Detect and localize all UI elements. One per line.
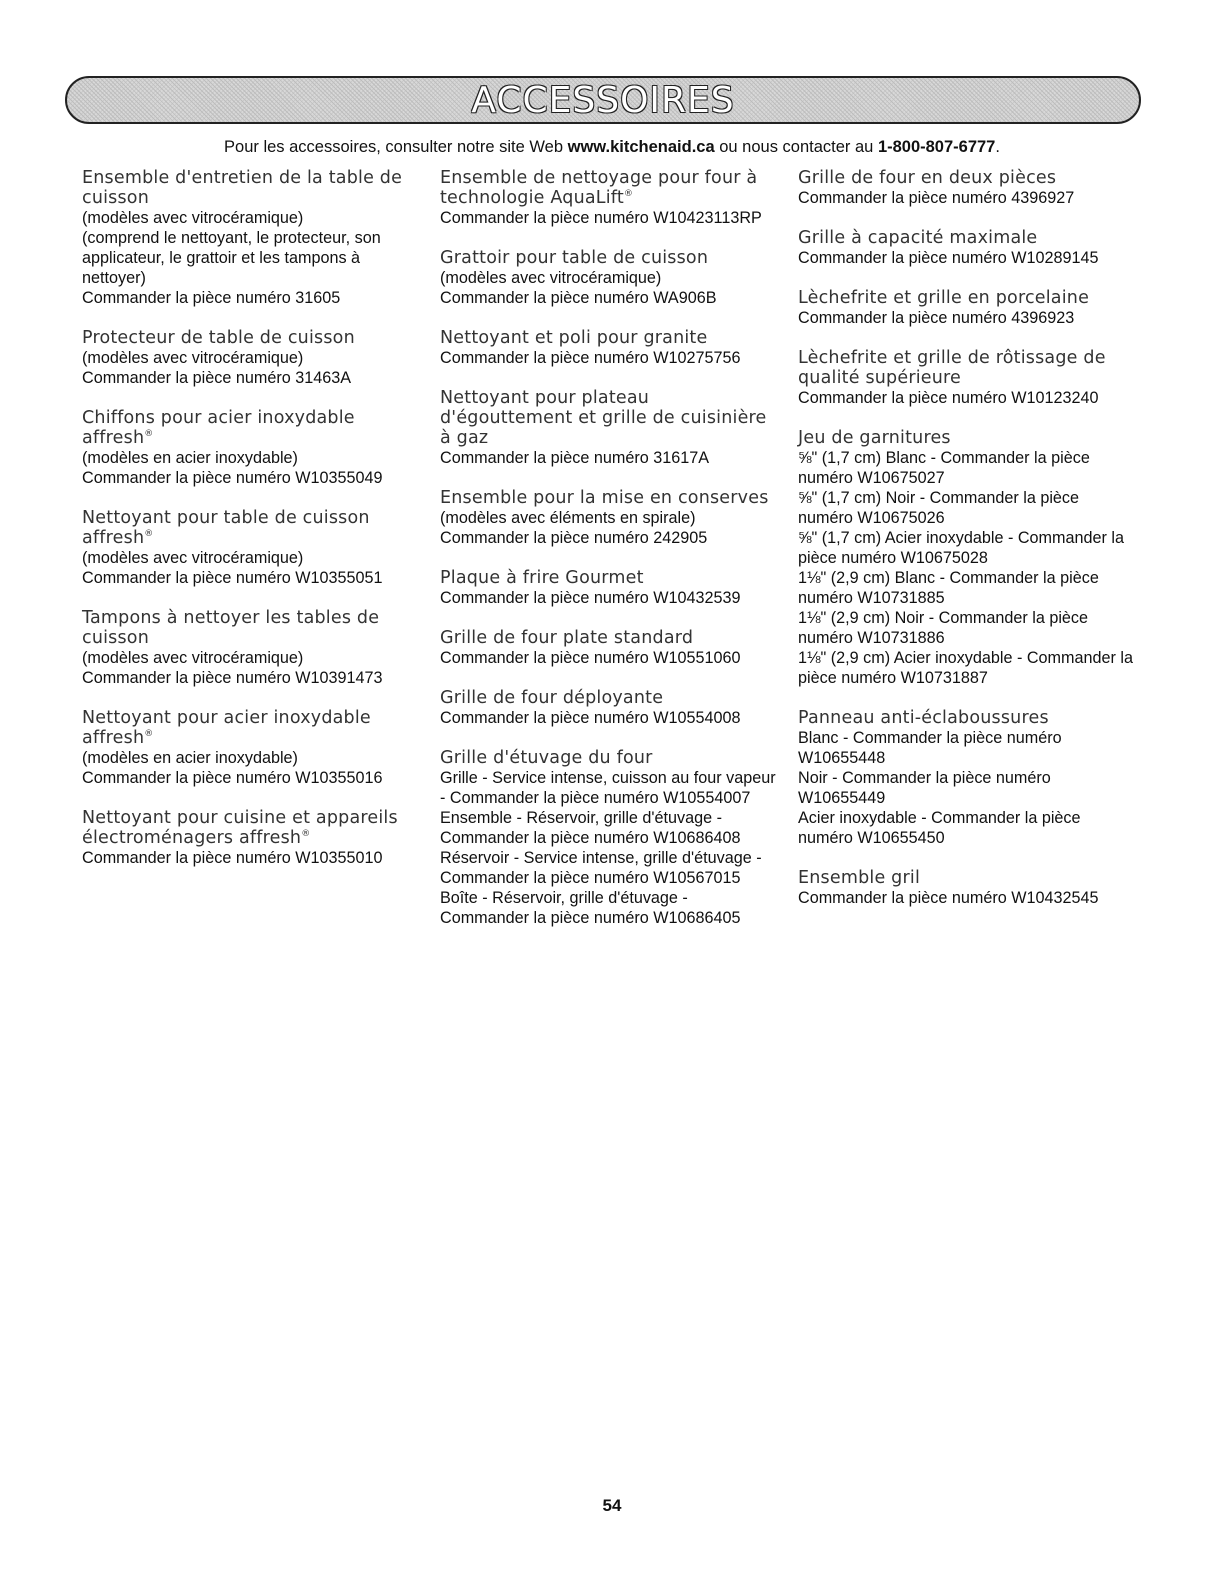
accessory-detail: Commander la pièce numéro 4396927 [798,189,1075,207]
intro-prefix: Pour les accessoires, consulter notre site Web [224,138,568,156]
accessory-detail: (modèles avec éléments en spirale) [440,509,696,527]
accessory-item [440,248,780,308]
accessory-detail: Commander la pièce numéro W10355016 [82,769,383,787]
accessory-detail: (comprend le nettoyant, le protecteur, son applicateur, le grattoir et les tampons à nettoyer) [82,229,381,287]
registered-mark: ® [623,189,634,200]
accessory-item [440,628,780,668]
accessory-detail: Commander la pièce numéro W10432539 [440,589,741,607]
accessory-detail: Commander la pièce numéro W10391473 [82,669,383,687]
accessory-title: Lèchefrite et grille en porcelaine [798,288,1090,308]
intro-middle: ou nous contacter au [714,138,878,156]
accessory-title: Ensemble de nettoyage pour four à technologie AquaLift® [440,168,758,208]
accessory-detail: Boîte - Réservoir, grille d'étuvage - Commander la pièce numéro W10686405 [440,889,741,927]
accessory-title: Protecteur de table de cuisson [82,328,355,348]
accessory-detail: Grille - Service intense, cuisson au four vapeur - Commander la pièce numéro W10554007 [440,769,776,807]
accessory-detail: (modèles en acier inoxydable) [82,749,298,767]
accessory-detail: (modèles avec vitrocéramique) [82,549,304,567]
accessory-detail: Noir - Commander la pièce numéro W10655449 [798,769,1051,807]
registered-mark: ® [144,429,154,440]
accessory-title: Tampons à nettoyer les tables de cuisson [82,608,380,648]
accessory-title: Grille à capacité maximale [798,228,1038,248]
accessory-detail: (modèles avec vitrocéramique) [440,269,662,287]
accessory-item [798,708,1138,848]
accessory-item [82,708,417,788]
accessory-item [798,348,1138,408]
accessory-title: Lèchefrite et grille de rôtissage de qualité supérieure [798,348,1106,388]
accessory-detail: Ensemble - Réservoir, grille d'étuvage - Commander la pièce numéro W10686408 [440,809,741,847]
accessory-item [82,808,417,868]
intro-text [0,138,1224,157]
accessory-item [82,328,417,388]
title-banner [65,76,1141,124]
accessory-detail: Commander la pièce numéro W10123240 [798,389,1099,407]
accessory-item [82,508,417,588]
accessory-item [82,168,417,308]
accessory-detail: Commander la pièce numéro 242905 [440,529,708,547]
accessory-item [798,428,1138,688]
accessory-detail: Commander la pièce numéro W10355010 [82,849,383,867]
accessory-detail: Commander la pièce numéro W10551060 [440,649,741,667]
accessory-item [440,748,780,928]
accessory-detail: 1⅛" (2,9 cm) Blanc - Commander la pièce numéro W10731885 [798,569,1099,607]
accessory-title: Chiffons pour acier inoxydable affresh® [82,408,355,448]
accessory-detail: Commander la pièce numéro 31617A [440,449,710,467]
accessory-detail: Commander la pièce numéro 4396923 [798,309,1075,327]
accessory-title: Grille d'étuvage du four [440,748,653,768]
phone-number: 1-800-807-6777 [877,138,996,156]
accessory-detail: (modèles avec vitrocéramique) [82,349,304,367]
accessory-item [82,608,417,688]
accessory-detail: (modèles en acier inoxydable) [82,449,298,467]
column-1 [82,168,417,888]
accessory-detail: Commander la pièce numéro W10275756 [440,349,741,367]
intro-suffix: . [995,138,1000,156]
accessory-title: Ensemble pour la mise en conserves [440,488,769,508]
accessory-detail: Commander la pièce numéro W10289145 [798,249,1099,267]
accessory-title: Nettoyant pour table de cuisson affresh® [82,508,370,548]
accessory-item [798,288,1138,328]
accessory-title: Nettoyant pour cuisine et appareils électroménagers affresh® [82,808,398,848]
registered-mark: ® [301,829,311,840]
accessory-detail: (modèles avec vitrocéramique) [82,209,304,227]
column-2 [440,168,780,948]
accessory-item [440,388,780,468]
accessory-detail: 1⅛" (2,9 cm) Acier inoxydable - Commander la pièce numéro W10731887 [798,649,1134,687]
registered-mark: ® [144,729,154,740]
accessory-title: Grille de four plate standard [440,628,694,648]
accessory-item [440,568,780,608]
accessory-detail: Commander la pièce numéro WA906B [440,289,717,307]
accessory-detail: Blanc - Commander la pièce numéro W10655448 [798,729,1062,767]
accessory-title: Grattoir pour table de cuisson [440,248,709,268]
accessory-item [798,868,1138,908]
accessory-detail: Commander la pièce numéro W10355049 [82,469,383,487]
accessory-title: Nettoyant et poli pour granite [440,328,708,348]
accessory-item [440,488,780,548]
accessory-detail: Commander la pièce numéro W10423113RP [440,209,762,227]
accessory-detail: Commander la pièce numéro 31605 [82,289,341,307]
accessory-detail: Commander la pièce numéro W10355051 [82,569,383,587]
accessory-title: Nettoyant pour plateau d'égouttement et grille de cuisinière à gaz [440,388,767,448]
accessory-item [798,168,1138,208]
accessory-item [798,228,1138,268]
page-title: ACCESSOIRES [471,80,735,121]
accessory-detail: Acier inoxydable - Commander la pièce numéro W10655450 [798,809,1081,847]
accessory-title: Grille de four en deux pièces [798,168,1057,188]
accessory-detail: (modèles avec vitrocéramique) [82,649,304,667]
accessory-detail: 1⅛" (2,9 cm) Noir - Commander la pièce numéro W10731886 [798,609,1089,647]
website-link[interactable]: www.kitchenaid.ca [567,138,715,156]
accessory-title: Panneau anti-éclaboussures [798,708,1049,728]
accessory-item [440,328,780,368]
accessory-title: Plaque à frire Gourmet [440,568,644,588]
page-number: 54 [602,1496,622,1515]
accessory-title: Grille de four déployante [440,688,664,708]
accessory-detail: Réservoir - Service intense, grille d'étuvage - Commander la pièce numéro W10567015 [440,849,762,887]
accessory-detail: ⅝" (1,7 cm) Acier inoxydable - Commander la pièce numéro W10675028 [798,529,1125,567]
accessory-item [440,688,780,728]
accessory-detail: Commander la pièce numéro 31463A [82,369,352,387]
accessory-detail: Commander la pièce numéro W10432545 [798,889,1099,907]
accessory-title: Jeu de garnitures [798,428,951,448]
accessory-title: Ensemble d'entretien de la table de cuisson [82,168,403,208]
accessory-item [440,168,780,228]
accessory-title: Ensemble gril [798,868,921,888]
accessory-detail: Commander la pièce numéro W10554008 [440,709,741,727]
accessory-detail: ⅝" (1,7 cm) Noir - Commander la pièce numéro W10675026 [798,489,1080,527]
accessory-item [82,408,417,488]
column-3 [798,168,1138,928]
accessory-detail: ⅝" (1,7 cm) Blanc - Commander la pièce numéro W10675027 [798,449,1090,487]
accessory-title: Nettoyant pour acier inoxydable affresh® [82,708,371,748]
registered-mark: ® [144,529,154,540]
